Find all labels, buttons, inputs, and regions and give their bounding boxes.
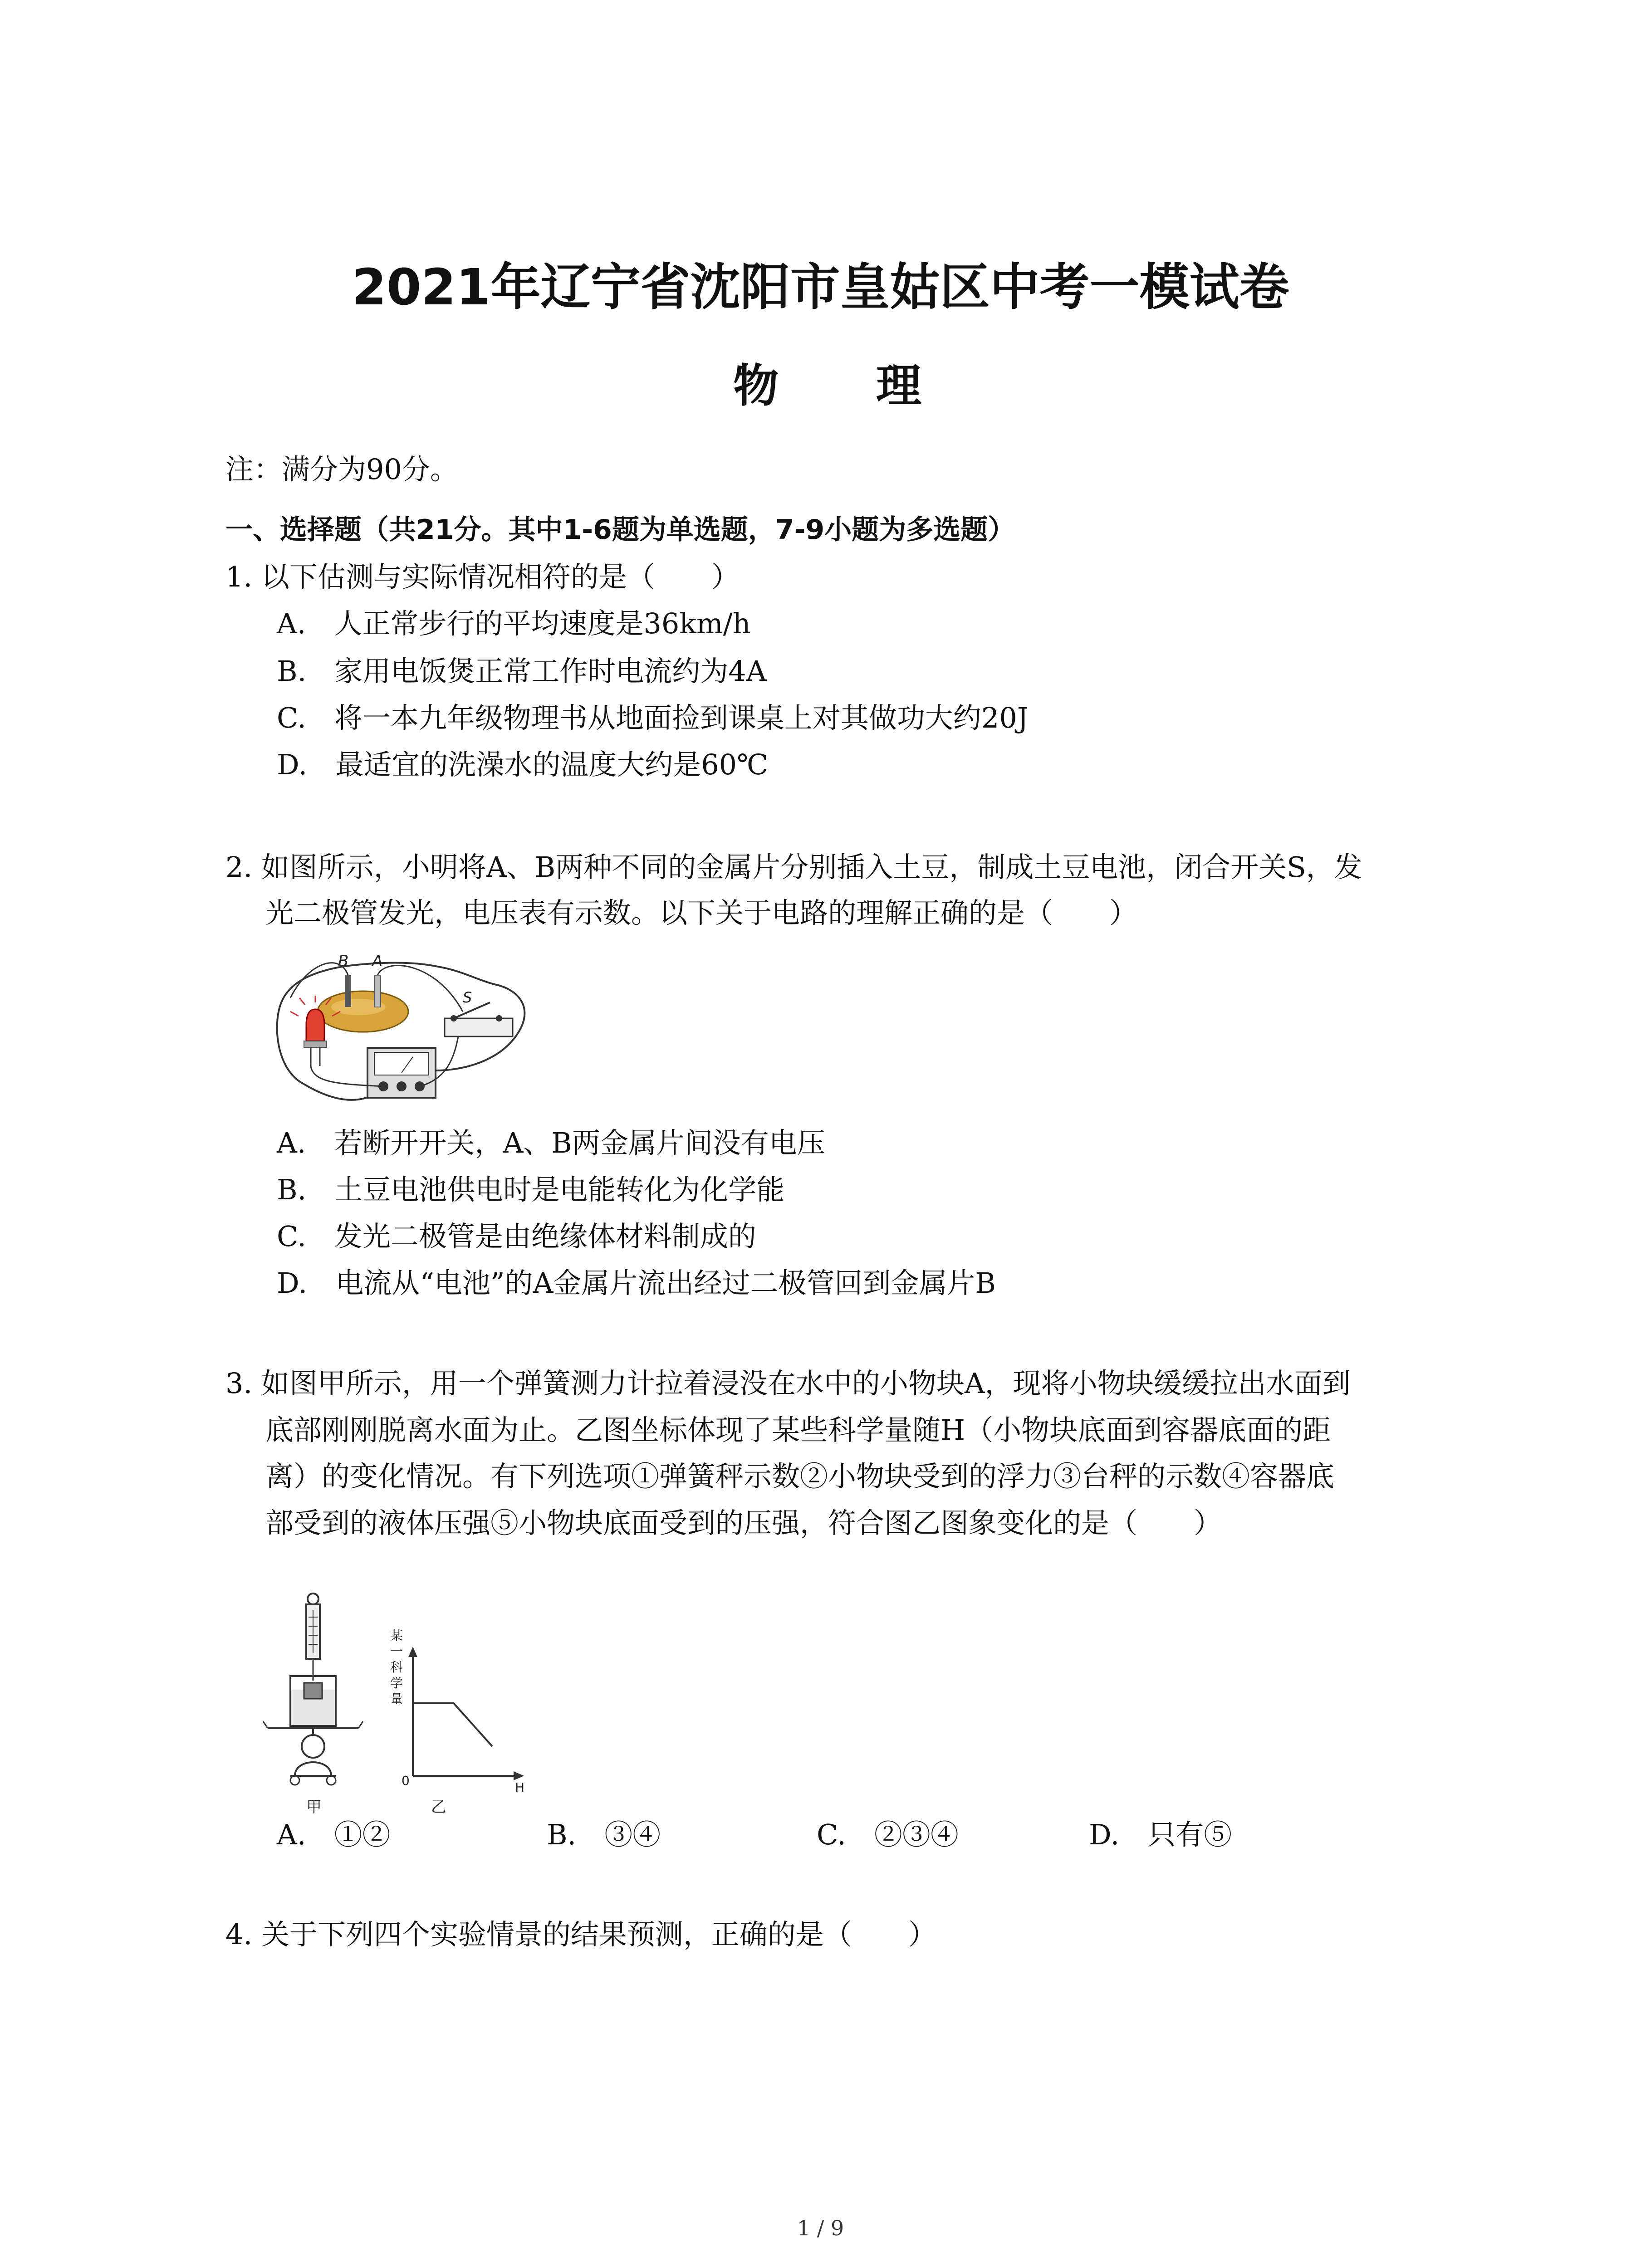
question-3-stem-line-2: 底部刚刚脱离水面为止。乙图坐标体现了某些科学量随H（小物块底面到容器底面的距 <box>265 1413 1331 1447</box>
question-2-option-c: C. 发光二极管是由绝缘体材料制成的 <box>277 1220 756 1253</box>
question-3-stem-line-4: 部受到的液体压强⑤小物块底面受到的压强，符合图乙图象变化的是（ ） <box>265 1506 1222 1540</box>
figure-label-s: S <box>463 989 472 1006</box>
question-2-option-d: D. 电流从“电池”的A金属片流出经过二极管回到金属片B <box>277 1266 996 1300</box>
question-2-option-a: A. 若断开开关，A、B两金属片间没有电压 <box>277 1126 825 1159</box>
question-2-option-b: B. 土豆电池供电时是电能转化为化学能 <box>277 1173 785 1206</box>
question-3-option-d: D. 只有⑤ <box>1089 1818 1232 1851</box>
figure-label-jia: 甲 <box>306 1798 322 1816</box>
figure-label-b: B <box>338 952 349 970</box>
graph-yi <box>390 1628 524 1795</box>
switch-icon <box>445 1002 513 1036</box>
question-2-stem-line-2: 光二极管发光，电压表有示数。以下关于电路的理解正确的是（ ） <box>265 896 1138 929</box>
question-4-stem: 4. 关于下列四个实验情景的结果预测，正确的是（ ） <box>225 1918 936 1951</box>
question-3-stem-line-1: 3. 如图甲所示，用一个弹簧测力计拉着浸没在水中的小物块A，现将小物块缓缓拉出水面到 <box>225 1367 1351 1400</box>
question-1-option-b: B. 家用电饭煲正常工作时电流约为4A <box>277 655 767 688</box>
y-axis-label-1: 某 <box>390 1628 403 1643</box>
question-1-option-d: D. 最适宜的洗澡水的温度大约是60℃ <box>277 748 769 781</box>
y-axis-label-5: 量 <box>390 1691 403 1706</box>
page-title: 2021年辽宁省沈阳市皇姑区中考一模试卷 <box>352 258 1289 316</box>
potato-battery-circuit-figure <box>263 934 544 1125</box>
question-3-option-c: C. ②③④ <box>817 1818 959 1851</box>
figure-label-a: A <box>372 952 383 970</box>
question-1-option-c: C. 将一本九年级物理书从地面捡到课桌上对其做功大约20J <box>277 701 1029 734</box>
spring-scale-apparatus-figure <box>263 1593 363 1785</box>
y-axis-label-2: 一 <box>390 1644 403 1659</box>
figure-label-yi: 乙 <box>431 1798 446 1816</box>
question-3-option-a: A. ①② <box>277 1818 391 1851</box>
question-3-option-b: B. ③④ <box>547 1818 661 1851</box>
subject-title: 物 理 <box>733 359 962 412</box>
graph-origin-label: 0 <box>402 1773 410 1788</box>
question-3-stem-line-3: 离）的变化情况。有下列选项①弹簧秤示数②小物块受到的浮力③台秤的示数④容器底 <box>265 1460 1335 1493</box>
spring-scale-and-graph-figure <box>263 1590 554 1826</box>
page-number: 1 / 9 <box>797 2216 844 2240</box>
voltmeter-icon <box>367 1048 436 1098</box>
y-axis-label-3: 科 <box>390 1660 403 1675</box>
y-axis-label-4: 学 <box>390 1676 403 1691</box>
question-1-option-a: A. 人正常步行的平均速度是36km/h <box>277 607 751 640</box>
x-axis-label: H <box>515 1780 525 1795</box>
score-note: 注：满分为90分。 <box>225 453 458 486</box>
question-1-stem: 1. 以下估测与实际情况相符的是（ ） <box>225 560 740 593</box>
section-heading: 一、选择题（共21分。其中1-6题为单选题，7-9小题为多选题） <box>225 514 1015 546</box>
question-2-stem-line-1: 2. 如图所示，小明将A、B两种不同的金属片分别插入土豆，制成土豆电池，闭合开关S，发 <box>225 850 1362 884</box>
